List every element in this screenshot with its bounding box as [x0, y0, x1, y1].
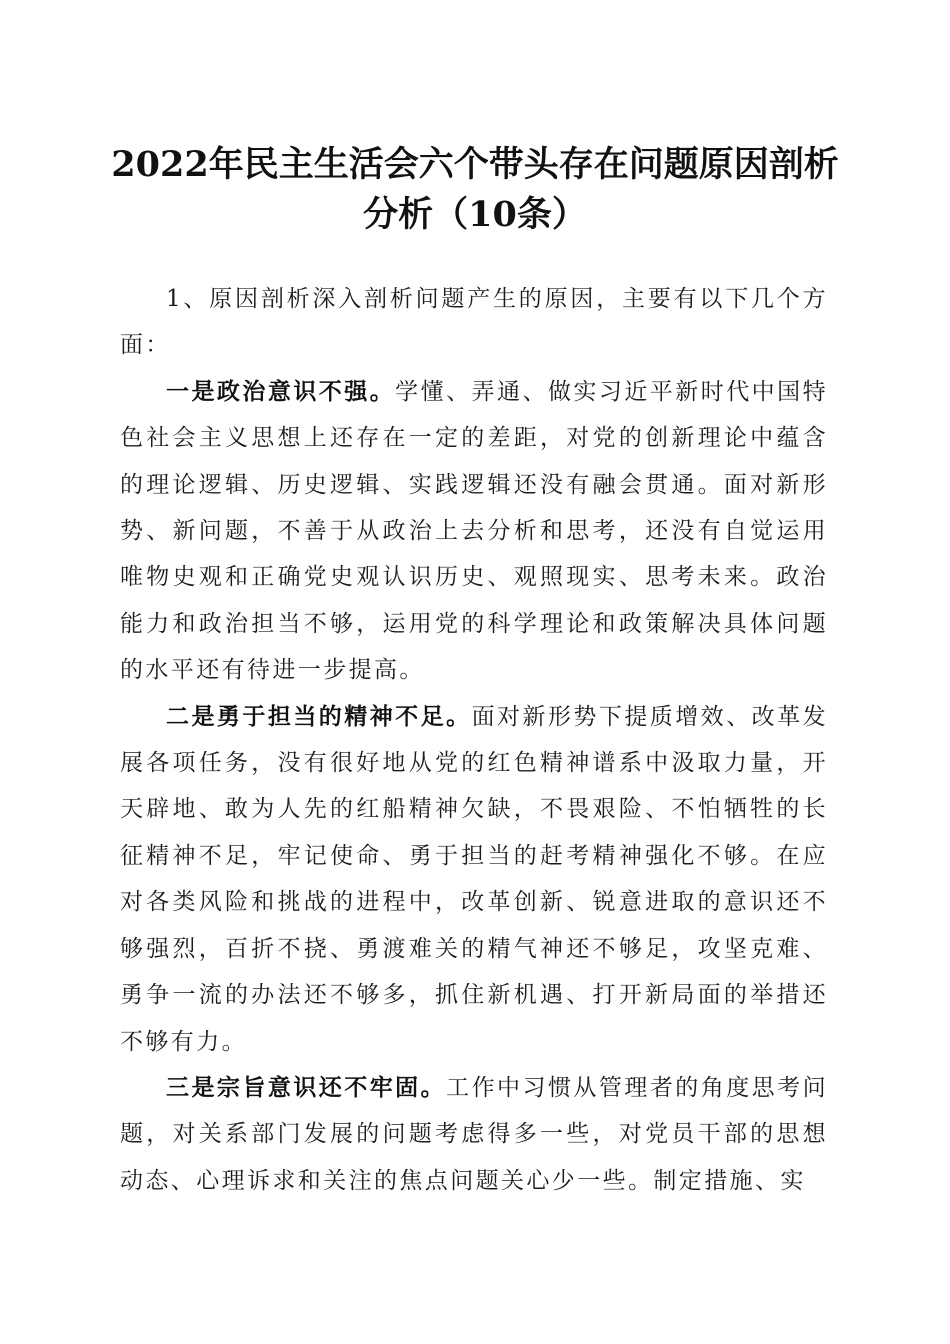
- document-body: [120, 276, 828, 1204]
- paragraph-text: 1、原因剖析深入剖析问题产生的原因，主要有以下几个方面：: [120, 286, 828, 359]
- paragraph-political-awareness: [120, 369, 828, 694]
- paragraph-lead: 一是政治意识不强。: [166, 377, 396, 405]
- paragraph-text: 学懂、弄通、做实习近平新时代中国特色社会主义思想上还存在一定的差距，对党的创新理论中蕴含的理论逻辑、历史逻辑、实践逻辑还没有融会贯通。面对新形势、新问题，不善于从政治上去分析和思考，还没有自觉运用唯物史观和正确党史观认识历史、观照现实、思考未来。政治能力和政治担当不够，运用党的科学理论和政策解决具体问题的水平还有待进一步提高。: [120, 378, 828, 684]
- paragraph-text: 工作中习惯从管理者的角度思考问题，对关系部门发展的问题考虑得多一些，对党员干部的思想动态、心理诉求和关注的焦点问题关心少一些。制定措施、实: [120, 1074, 829, 1194]
- paragraph-text: 面对新形势下提质增效、改革发展各项任务，没有很好地从党的红色精神谱系中汲取力量，开天辟地、敢为人先的红船精神欠缺，不畏艰险、不怕牺牲的长征精神不足，牢记使命、勇于担当的赶考精神强化不够。在应对各类风险和挑战的进程中，改革创新、锐意进取的意识还不够强烈，百折不挠、勇渡难关的精气神还不够足，攻坚克难、勇争一流的办法还不够多，抓住新机遇、打开新局面的举措还不够有力。: [120, 703, 828, 1055]
- paragraph-lead: 三是宗旨意识还不牢固。: [166, 1073, 447, 1101]
- document-title: 2022年民主生活会六个带头存在问题原因剖析分析（10条）: [111, 144, 839, 235]
- paragraph-intro: [120, 276, 828, 369]
- paragraph-responsibility: [120, 694, 828, 1065]
- paragraph-purpose-awareness: [120, 1065, 828, 1204]
- paragraph-lead: 二是勇于担当的精神不足。: [166, 702, 472, 730]
